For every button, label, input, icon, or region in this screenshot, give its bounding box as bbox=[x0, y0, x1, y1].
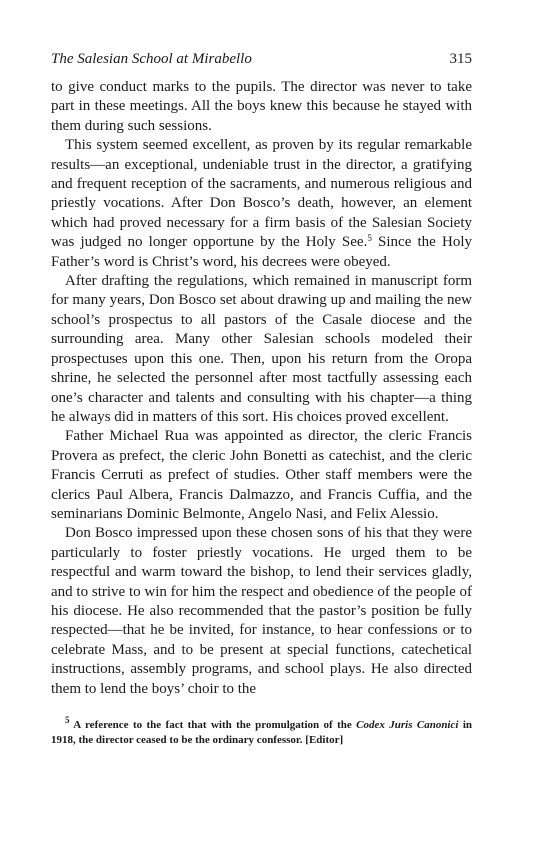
paragraph-4: Father Michael Rua was appointed as director, the cleric Francis Provera as prefect, the cleric John Bonetti as catechist, and the cleric Francis Cerruti as prefect of studies. Other staff members were the clerics Paul Albera, Francis Dalmazzo, and Francis Cuffia, and the seminarians Dominic Belmonte, Angelo Nasi, and Felix Alessio. bbox=[51, 428, 472, 522]
paragraph-2 bbox=[51, 136, 472, 272]
footnote-text-start: A reference to the fact that with the promulgation of the bbox=[69, 719, 357, 731]
body-text bbox=[51, 78, 472, 699]
paragraph-3: After drafting the regulations, which remained in manuscript form for many years, Don Bosco set about drawing up and mailing the new school’s prospectus to all pastors of the Casale diocese and the surrounding area. Many other Salesian schools modeled their prospectuses upon this one. Then, upon his return from the Oropa shrine, he selected the personnel after most tactfully assessing each one’s character and talents and consulting with his chapter—a thing he always did in matters of this sort. His choices proved excellent. bbox=[51, 273, 472, 425]
footnote-marker: 5 bbox=[65, 715, 70, 725]
paragraph-2-text: This system seemed excellent, as proven by its regular remarkable results—an exceptional, undeniable trust in the director, a gratifying and frequent reception of the sacraments, and numerous religious and priestly vocations. After Don Bosco’s death, however, an element which had proved necessary for a firm basis of the Salesian Society was judged no longer opportune by the Holy See. bbox=[51, 137, 472, 251]
footnote-text-end: in 1918, the director ceased to be the ordinary confessor. [Editor] bbox=[51, 719, 472, 746]
paragraph-2-end: Since the Holy Father’s word is Christ’s word, his decrees were obeyed. bbox=[51, 234, 473, 270]
running-title: The Salesian School at Mirabello bbox=[51, 51, 252, 67]
page-header bbox=[51, 49, 472, 69]
footnote-reference: 5 bbox=[367, 233, 372, 244]
footnote bbox=[51, 715, 472, 748]
footnote-italic-title: Codex Juris Canonici bbox=[356, 719, 459, 731]
paragraph-5: Don Bosco impressed upon these chosen sons of his that they were particularly to foster priestly vocations. He urged them to be respectful and warm toward the bishop, to lend their services gladly, and to strive to win for him the respect and obedience of the people of his diocese. He also recommended that the pastor’s position be fully respected—that he be invited, for instance, to hear confessions or to celebrate Mass, and to be present at special functions, catechetical instructions, assembly programs, and school plays. He also directed them to lend the boys’ choir to the bbox=[51, 525, 472, 697]
page-number: 315 bbox=[449, 51, 472, 67]
paragraph-1: to give conduct marks to the pupils. The director was never to take part in these meetings. All the boys knew this because he stayed with them during such sessions. bbox=[51, 79, 472, 134]
